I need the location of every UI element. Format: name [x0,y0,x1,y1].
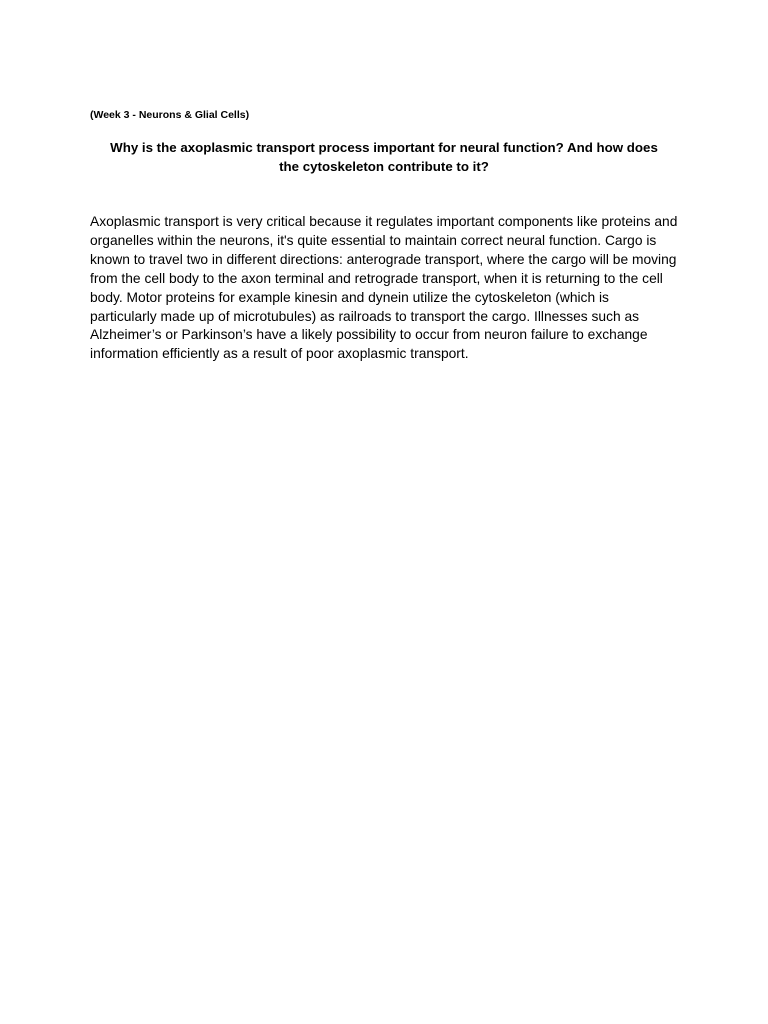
week-label: (Week 3 - Neurons & Glial Cells) [90,109,250,121]
answer-line: Axoplasmic transport is very critical because it regulates important components like proteins and [90,214,678,229]
answer-line: Alzheimer’s or Parkinson’s have a likely possibility to occur from neuron failure to exchange [90,327,648,343]
question-line: the cytoskeleton contribute to it? [279,158,489,174]
answer-line: particularly made up of microtubules) as railroads to transport the cargo. Illnesses such as [90,308,640,324]
answer-line: body. Motor proteins for example kinesin and dynein utilize the cytoskeleton (which is [90,289,609,305]
answer-line: known to travel two in different directions: anterograde transport, where the cargo will be moving [90,251,677,267]
answer-line: organelles within the neurons, it's quite essential to maintain correct neural function. Cargo is [90,232,657,248]
answer-line: from the cell body to the axon terminal and retrograde transport, when it is returning to the cell [90,270,663,286]
answer-line: information efficiently as a result of poor axoplasmic transport. [90,346,469,362]
question-line: Why is the axoplasmic transport process important for neural function? And how does [110,140,658,155]
question-heading [90,139,678,176]
answer-paragraph [90,213,690,364]
